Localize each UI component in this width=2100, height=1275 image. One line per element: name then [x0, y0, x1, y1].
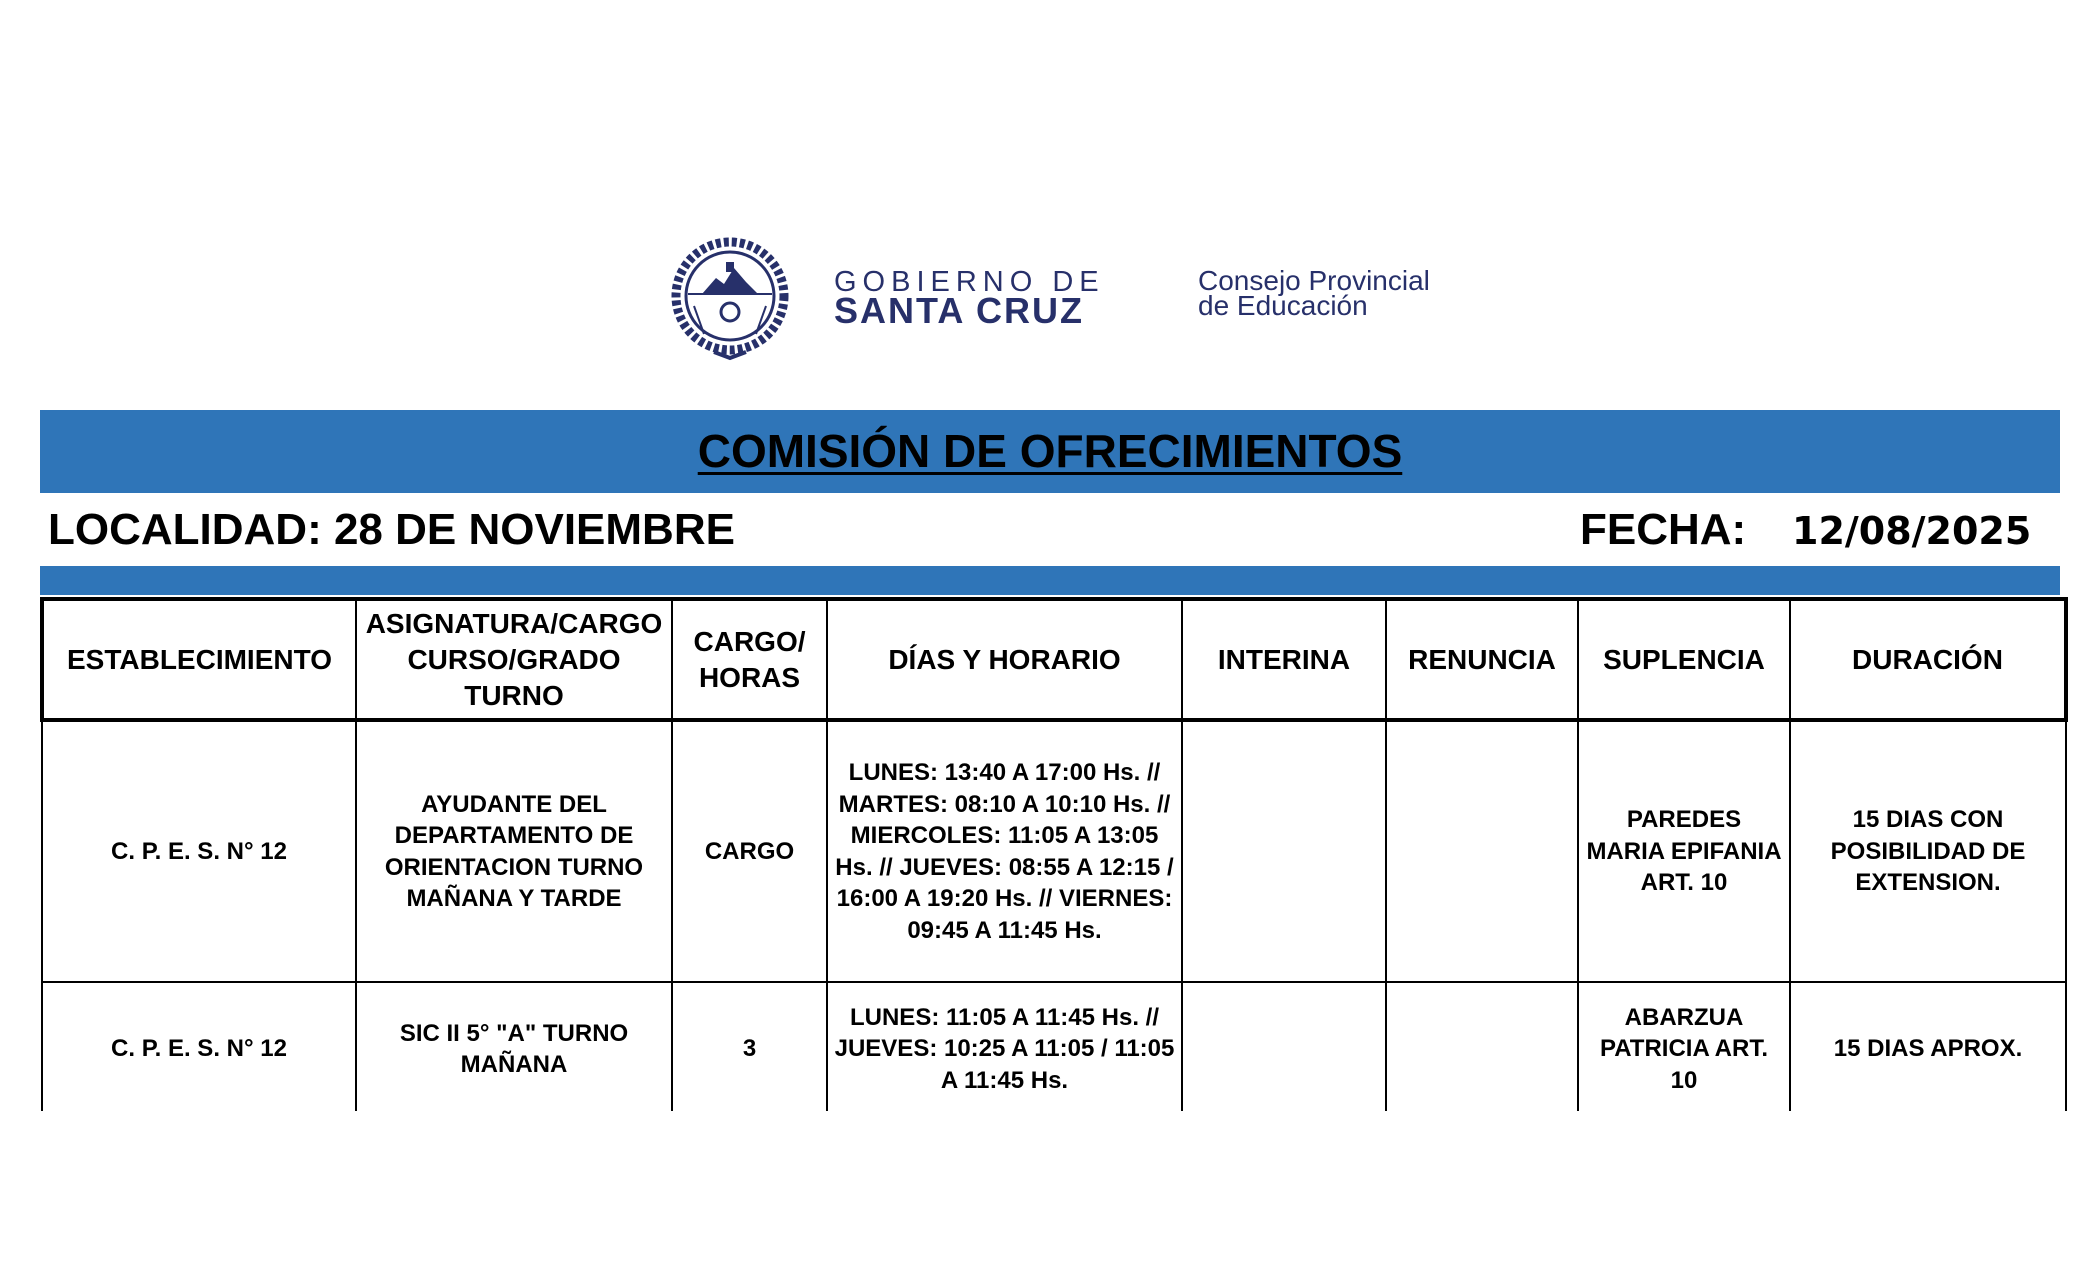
header-logos	[664, 232, 1504, 364]
cell-establecimiento: C. P. E. S. N° 12	[42, 982, 356, 1111]
col-asignatura: ASIGNATURA/CARGO CURSO/GRADO TURNO	[356, 599, 672, 720]
col-renuncia: RENUNCIA	[1386, 599, 1578, 720]
cell-duracion: 15 DIAS CON POSIBILIDAD DE EXTENSION.	[1790, 720, 2066, 982]
consejo-line2: de Educación	[1198, 290, 1368, 321]
consejo-provincial	[1198, 265, 1430, 321]
localidad: LOCALIDAD: 28 DE NOVIEMBRE	[48, 505, 735, 554]
blue-divider	[40, 566, 2060, 595]
santa-cruz-seal-icon	[664, 232, 796, 364]
title-band	[40, 410, 2060, 493]
gobierno-line1: GOBIERNO DE	[834, 266, 1105, 298]
col-dias-horario: DÍAS Y HORARIO	[827, 599, 1182, 720]
col-cargo-horas: CARGO/ HORAS	[672, 599, 827, 720]
page-title: COMISIÓN DE OFRECIMIENTOS	[697, 425, 1403, 477]
col-suplencia: SUPLENCIA	[1578, 599, 1790, 720]
col-interina: INTERINA	[1182, 599, 1386, 720]
fecha-label: FECHA:	[1580, 505, 1747, 554]
table-row	[42, 982, 2066, 1111]
cell-renuncia	[1386, 720, 1578, 982]
cell-asignatura: AYUDANTE DEL DEPARTAMENTO DE ORIENTACION TURNO MAÑANA Y TARDE	[356, 720, 672, 982]
fecha-value: 12/08/2025	[1792, 509, 2032, 553]
table-header-row	[42, 599, 2066, 720]
cell-establecimiento: C. P. E. S. N° 12	[42, 720, 356, 982]
gobierno-line2: SANTA CRUZ	[834, 290, 1084, 331]
cell-suplencia: PAREDES MARIA EPIFANIA ART. 10	[1578, 720, 1790, 982]
cell-dias-horario: LUNES: 13:40 A 17:00 Hs. // MARTES: 08:10 A 10:10 Hs. // MIERCOLES: 11:05 A 13:05 Hs. // JUEVES: 08:55 A 12:15 / 16:00 A 19:20 Hs. // VIERNES: 09:45 A 11:45 Hs.	[827, 720, 1182, 982]
col-duracion: DURACIÓN	[1790, 599, 2066, 720]
cell-cargo-horas: CARGO	[672, 720, 827, 982]
table-row	[42, 720, 2066, 982]
cell-interina	[1182, 982, 1386, 1111]
cell-dias-horario: LUNES: 11:05 A 11:45 Hs. // JUEVES: 10:25 A 11:05 / 11:05 A 11:45 Hs.	[827, 982, 1182, 1111]
cell-duracion: 15 DIAS APROX.	[1790, 982, 2066, 1111]
cell-asignatura: SIC II 5° "A" TURNO MAÑANA	[356, 982, 672, 1111]
cell-renuncia	[1386, 982, 1578, 1111]
cell-interina	[1182, 720, 1386, 982]
cell-cargo-horas: 3	[672, 982, 827, 1111]
col-establecimiento: ESTABLECIMIENTO	[42, 599, 356, 720]
consejo-line1: Consejo Provincial	[1198, 265, 1430, 296]
offers-table	[40, 597, 2068, 1111]
cell-suplencia: ABARZUA PATRICIA ART. 10	[1578, 982, 1790, 1111]
